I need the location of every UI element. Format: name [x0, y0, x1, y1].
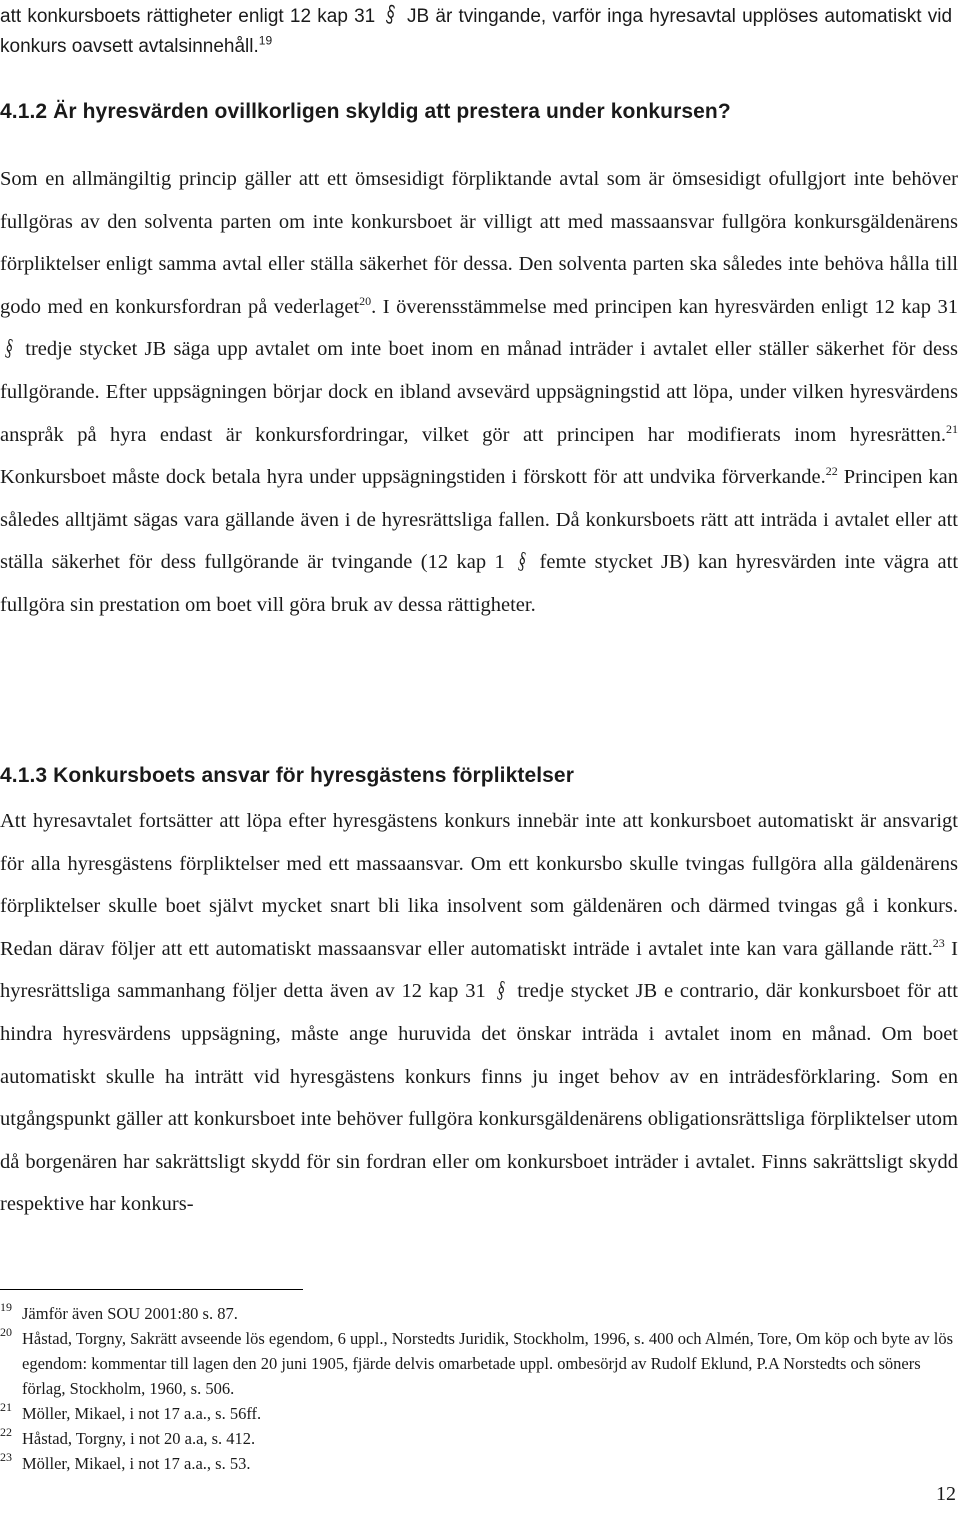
page-number: 12: [936, 1483, 956, 1505]
section-sign: §: [517, 547, 527, 576]
paragraph-4-1-3: Att hyresavtalet fortsätter att löpa efter hyresgästens konkurs innebär inte att konkursboet automatiskt är ansvarigt för alla hyresgästens förpliktelser med ett massaansvar. Om ett konkursbo skulle tvingas fullgöra alla gäldenärens förpliktelser skulle boet självt mycket snart bli lika insolvent som gäldenären och därmed tvingas gå i konkurs. Redan därav följer att ett automatiskt massaansvar eller automatiskt inträde i avtalet inte kan vara gällande rätt.$^{23}$ I hyresrättsliga sammanhang följer detta även av 12 kap 31 § tredje stycket JB e contrario, där konkursboet för att hindra hyresvärdens uppsägning, måste ange huruvida det önskar inträda i avtalet inom en månad. Om boet automatiskt skulle ha inträtt vid hyresgästens konkurs finns ju inget behov av en inträdesförklaring. Som en utgångspunkt gäller att konkursboet inte behöver fullgöra konkursgäldenärens obligationsrättsliga förpliktelser utom då borgenären har sakrättsligt skydd för sin fordran eller om konkursboet inträder i avtalet. Finns sakrättsligt skydd respektive har konkurs-: [0, 810, 958, 1216]
section-heading-4-1-2: 4.1.2 Är hyresvärden ovillkorligen skyldig att prestera under konkursen?: [0, 100, 731, 123]
intro-paragraph: att konkursboets rättigheter enligt 12 kap 31 § JB är tvingande, varför inga hyresavtal upplöses automatiskt vid konkurs oavsett avtalsinnehåll.$^{19}$: [0, 0, 953, 57]
footnote-22: 22 Håstad, Torgny, i not 20 a.a, s. 412.: [0, 1425, 256, 1448]
footnote-23: 23 Möller, Mikael, i not 17 a.a., s. 53.: [0, 1450, 251, 1473]
footnote-separator: [0, 1289, 303, 1290]
footnote-20: 20 Håstad, Torgny, Sakrätt avseende lös egendom, 6 uppl., Norstedts Juridik, Stockholm, 1996, s. 400 och Almén, Tore, Om köp och byte av lös egendom: kommentar till lagen den 20 juni 1905, fjärde delvis omarbetade uppl. ombesörjd av Rudolf Eklund, P.A Norstedts och söners förlag, Stockholm, 1960, s. 506.: [0, 1325, 954, 1398]
section-sign: §: [4, 334, 14, 363]
section-sign: §: [386, 0, 397, 29]
section-heading-4-1-3: 4.1.3 Konkursboets ansvar för hyresgästens förpliktelser: [0, 764, 574, 787]
footnote-ref-19[interactable]: 19: [258, 33, 273, 48]
footnote-ref-20[interactable]: 20: [359, 293, 372, 308]
footnote-ref-22[interactable]: 22: [825, 464, 838, 479]
footnote-21: 21 Möller, Mikael, i not 17 a.a., s. 56ff.: [0, 1400, 262, 1423]
section-sign: §: [496, 976, 507, 1005]
paragraph-4-1-2: Som en allmängiltig princip gäller att ett ömsesidigt förpliktande avtal som är ömsesidigt ofullgjort inte behöver fullgöras av den solventa parten om inte konkursboet är villigt att med massaansvar fullgöra konkursgäldenärens förpliktelser enligt samma avtal eller ställa säkerhet för dessa. Den solventa parten ska således inte behöva hålla till godo med en konkursfordran på vederlaget$^{20}$. I överensstämmelse med principen kan hyresvärden enligt 12 kap 31 § tredje stycket JB säga upp avtalet om inte boet inom en månad inträder i avtalet eller ställer säkerhet för dess fullgörande. Efter uppsägningen börjar dock en ibland avsevärd uppsägningstid att löpa, under vilken hyresvärdens anspråk på hyra endast är konkursfordringar, vilket gör att principen har modifierats inom hyresrätten.$^{21}$ Konkursboet måste dock betala hyra under uppsägningstiden i förskott för att undvika förverkande.$^{22}$ Principen kan således alltjämt sägas vara gällande även i de hyresrättsliga fallen. Då konkursboets rätt att inträda i avtalet eller att ställa säkerhet för dess fullgörande är tvingande (12 kap 1 § femte stycket JB) kan hyresvärden inte vägra att fullgöra sin prestation om boet vill göra bruk av dessa rättigheter.: [0, 168, 959, 616]
footnotes: [0, 1301, 960, 1476]
footnote-ref-23[interactable]: 23: [932, 935, 945, 950]
footnote-ref-21[interactable]: 21: [946, 421, 958, 436]
footnote-19: 19 Jämför även SOU 2001:80 s. 87.: [0, 1300, 238, 1323]
